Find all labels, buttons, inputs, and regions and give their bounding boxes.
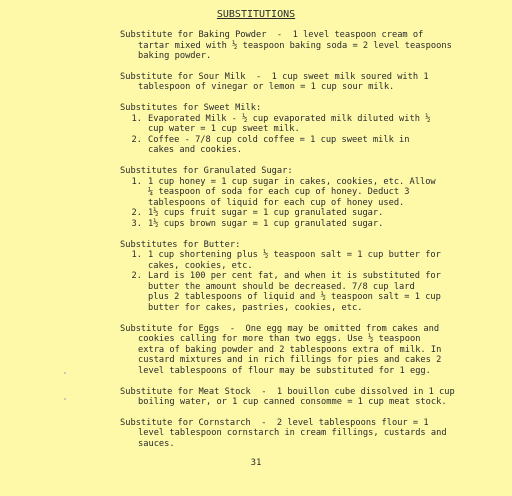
item-text: Lard is 100 per cent fat, and when it is substituted for [148,271,441,282]
list-item [120,145,460,156]
section-line: level tablespoons of flour may be substituted for 1 egg. [138,366,431,377]
item-text: cup water = 1 cup sweet milk. [148,124,300,135]
section-line: level tablespoon cornstarch in cream fillings, custards and [138,428,447,439]
item-number: 1. [131,176,142,187]
substitution-section [120,166,460,230]
item-text: 1½ cups fruit sugar = 1 cup granulated sugar. [148,208,384,219]
item-text: tablespoons of liquid for each cup of honey used. [148,197,405,208]
item-number: 2. [131,271,142,282]
item-text: Evaporated Milk - ½ cup evaporated milk diluted with ½ [148,113,431,124]
section-line: baking powder. [138,51,212,62]
substitution-section [120,387,460,408]
item-number: 3. [131,218,142,229]
section-heading: Substitutes for Sweet Milk: [120,102,262,113]
item-number: 1. [131,113,142,124]
section-heading: Substitute for Sour Milk - 1 cup sweet milk soured with 1 [120,71,429,82]
item-text: butter the amount should be decreased. 7/8 cup lard [148,281,415,292]
item-text: 1 cup shortening plus ½ teaspoon salt = 1 cup butter for [148,250,441,261]
list-item [120,261,460,272]
section-heading: Substitute for Baking Powder - 1 level teaspoon cream of [120,30,424,40]
substitutions-list [120,30,460,460]
section-heading: Substitute for Meat Stock - 1 bouillon cube dissolved in 1 cup [120,386,455,397]
item-text: 1 cup honey = 1 cup sugar in cakes, cookies, etc. Allow [148,176,436,187]
list-item [120,292,460,303]
list-item [120,250,460,261]
list-item [120,303,460,314]
punch-hole-mark [64,372,66,374]
section-line: cookies calling for more than two eggs. Use ½ teaspoon [138,334,421,345]
item-text: cakes and cookies. [148,145,243,156]
item-number: 2. [131,134,142,145]
item-number [120,187,148,198]
item-text: cakes, cookies, etc. [148,260,253,271]
list-item [120,282,460,293]
substitution-section [120,30,460,62]
item-number [120,198,148,209]
punch-hole-mark [64,398,66,400]
item-number [120,124,148,135]
item-text: butter for cakes, pastries, cookies, etc. [148,303,363,314]
section-heading: Substitute for Eggs - One egg may be omitted from cakes and [120,323,440,334]
list-item [120,271,460,282]
page-title: SUBSTITUTIONS [216,9,296,20]
item-number: 2. [131,208,142,219]
section-line: extra of baking powder and 2 tablespoons extra of milk. In [138,344,442,355]
list-item [120,124,460,135]
item-text: plus 2 tablespoons of liquid and ½ teaspoon salt = 1 cup [148,292,441,303]
section-line: boiling water, or 1 cup canned consomme = 1 cup meat stock. [138,397,447,408]
item-text: Coffee - 7/8 cup cold coffee = 1 cup sweet milk in [148,134,410,145]
list-item [120,198,460,209]
list-item [120,114,460,125]
list-item [120,187,460,198]
list-item [120,219,460,230]
substitution-section [120,418,460,450]
section-heading: Substitutes for Butter: [120,239,241,250]
section-line: sauces. [138,439,175,449]
item-text: 1½ cups brown sugar = 1 cup granulated sugar. [148,218,384,229]
substitution-section [120,103,460,156]
item-number [120,303,148,314]
section-line: tablespoon of vinegar or lemon = 1 cup sour milk. [138,82,395,93]
list-item [120,177,460,188]
item-number: 1. [131,250,142,261]
substitution-section [120,324,460,377]
item-number [120,145,148,156]
page-number: 31 [250,458,262,468]
list-item [120,135,460,146]
item-number [120,282,148,293]
section-heading: Substitutes for Granulated Sugar: [120,165,293,176]
substitution-section [120,240,460,314]
section-line: tartar mixed with ½ teaspoon baking soda = 2 level teaspoons [138,40,452,51]
list-item [120,208,460,219]
item-text: ¼ teaspoon of soda for each cup of honey. Deduct 3 [148,187,410,198]
substitution-section [120,72,460,93]
item-number [120,292,148,303]
section-line: custard mixtures and in rich fillings for pies and cakes 2 [138,355,442,366]
item-number [120,261,148,272]
section-heading: Substitute for Cornstarch - 2 level tablespoons flour = 1 [120,417,429,428]
